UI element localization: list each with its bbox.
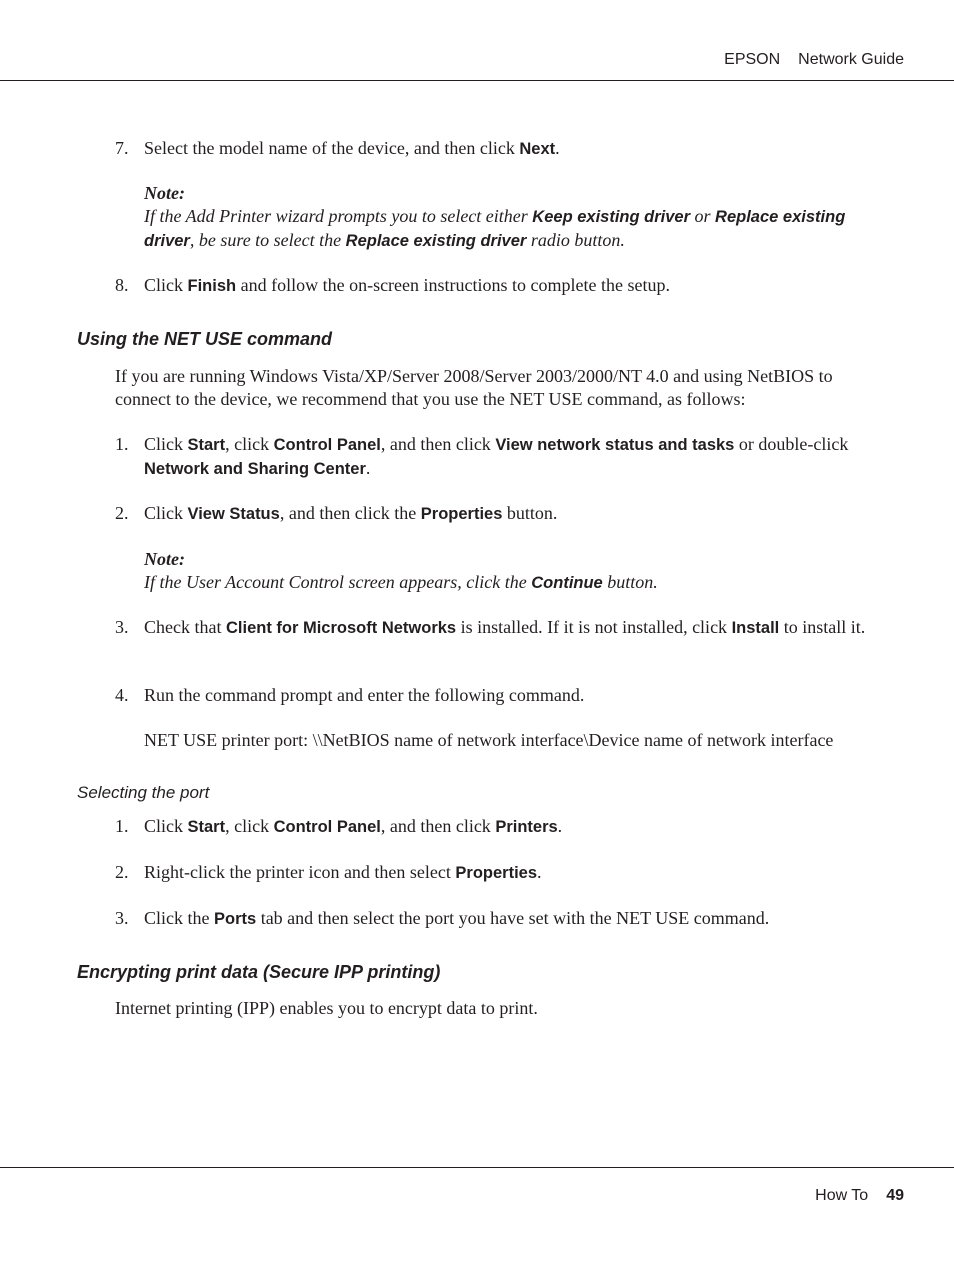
text-run: tab and then select the port you have set with the NET USE command. (256, 908, 770, 928)
text-run: Click (144, 275, 188, 295)
step-text (144, 433, 880, 481)
text-run: . (365, 458, 371, 478)
ui-term: Properties (455, 864, 538, 882)
text-run: Click (144, 434, 188, 454)
step-7 (115, 137, 880, 161)
net-step-4 (115, 684, 880, 707)
step-8 (115, 274, 880, 298)
note-add-printer (144, 182, 880, 253)
step-number: 3. (115, 617, 129, 637)
text-run: , be sure to select the (189, 230, 346, 250)
ui-term: Start (187, 436, 226, 454)
note-text (144, 206, 845, 250)
text-run: or (690, 206, 716, 226)
net-step-2 (115, 502, 880, 526)
text-run: , click (225, 816, 274, 836)
step-text (144, 861, 880, 885)
header-title: Network Guide (798, 51, 904, 68)
ui-term: Properties (420, 505, 503, 523)
text-run: Check that (144, 617, 226, 637)
ui-term: Install (731, 619, 780, 637)
step-number: 2. (115, 862, 129, 882)
net-use-command: NET USE printer port: \\NetBIOS name of network interface\Device name of network interface (144, 730, 834, 750)
step-number: 4. (115, 685, 129, 705)
text-run: Run the command prompt and enter the following command. (144, 685, 585, 705)
text-run: . (557, 816, 563, 836)
step-text (144, 274, 880, 298)
step-number: 2. (115, 503, 129, 523)
ui-term: Ports (214, 910, 257, 928)
section-intro-secure-ipp: Internet printing (IPP) enables you to encrypt data to print. (115, 998, 538, 1018)
text-run: If the Add Printer wizard prompts you to select either (144, 206, 533, 226)
port-step-2 (115, 861, 880, 885)
step-number: 3. (115, 908, 129, 928)
step-text (144, 684, 880, 707)
ui-term: Printers (495, 818, 558, 836)
note-label: Note: (144, 183, 185, 203)
step-number: 7. (115, 138, 129, 158)
text-run: , and then click (380, 816, 496, 836)
text-run: radio button. (526, 230, 625, 250)
step-text (144, 815, 880, 839)
header-rule (0, 80, 954, 81)
header-brand: EPSON (724, 51, 781, 68)
port-step-3 (115, 907, 880, 931)
text-run: If the User Account Control screen appears, click the (144, 572, 532, 592)
footer-rule (0, 1167, 954, 1168)
text-run: , click (225, 434, 274, 454)
step-text (144, 907, 880, 931)
ui-term: Control Panel (273, 818, 381, 836)
text-run: Click (144, 503, 188, 523)
step-text (144, 502, 880, 526)
ui-term: Keep existing driver (532, 208, 691, 226)
net-step-3 (115, 616, 880, 640)
ui-term: View network status and tasks (495, 436, 735, 454)
subsection-heading-selecting-port: Selecting the port (77, 783, 210, 802)
ui-term: Start (187, 818, 226, 836)
ui-term: Replace existing driver (345, 232, 527, 250)
step-number: 1. (115, 434, 129, 454)
ui-term: Client for Microsoft Networks (225, 619, 457, 637)
text-run: is installed. If it is not installed, click (456, 617, 732, 637)
section-heading-net-use: Using the NET USE command (77, 329, 333, 349)
text-run: and follow the on-screen instructions to complete the setup. (236, 275, 670, 295)
ui-term: View Status (187, 505, 280, 523)
text-run: . (555, 138, 560, 158)
note-label: Note: (144, 549, 185, 569)
text-run: or double-click (734, 434, 849, 454)
text-run: Click (144, 816, 188, 836)
text-run: button. (502, 503, 558, 523)
ui-term: Control Panel (273, 436, 381, 454)
text-run: button. (602, 572, 658, 592)
text-run: Click the (144, 908, 214, 928)
note-user-account-control (144, 548, 880, 595)
note-text (144, 572, 658, 592)
section-intro-net-use: If you are running Windows Vista/XP/Server 2008/Server 2003/2000/NT 4.0 and using NetBIOS to connect to the device, we recommend that you use the NET USE command, as follows: (115, 366, 833, 409)
text-run: to install it. (779, 617, 866, 637)
page-footer (815, 1187, 904, 1205)
step-text (144, 616, 880, 640)
step-text (144, 137, 880, 161)
step-number: 8. (115, 275, 129, 295)
page-header (724, 51, 904, 69)
page-number: 49 (886, 1187, 904, 1204)
ui-term: Continue (531, 574, 603, 592)
step-number: 1. (115, 816, 129, 836)
text-run: , and then click the (279, 503, 421, 523)
ui-term: Next (519, 140, 556, 158)
text-run: Select the model name of the device, and then click (144, 138, 520, 158)
text-run: Right-click the printer icon and then select (144, 862, 456, 882)
text-run: , and then click (380, 434, 496, 454)
footer-section: How To (815, 1187, 869, 1204)
text-run: . (537, 862, 542, 882)
ui-term: Network and Sharing Center (144, 460, 366, 478)
port-step-1 (115, 815, 880, 839)
net-step-1 (115, 433, 880, 481)
section-heading-secure-ipp: Encrypting print data (Secure IPP printing) (77, 962, 441, 982)
ui-term: Finish (187, 277, 237, 295)
ui-term: Replace existing driver (144, 208, 846, 250)
